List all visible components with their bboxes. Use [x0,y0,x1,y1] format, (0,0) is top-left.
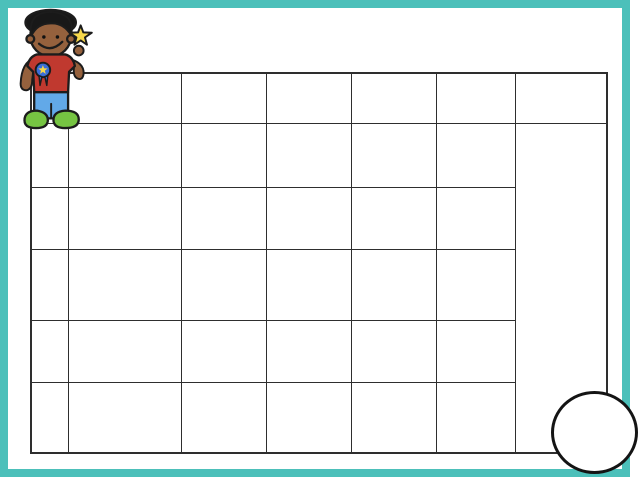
day3-sensory-cell [182,250,267,321]
day2-label-cell [32,188,69,250]
header-snacks [437,74,516,124]
day5-snacks-cell [437,383,516,452]
boy-shirt [27,54,74,92]
page-title [110,12,620,64]
day5-label-cell [32,383,69,452]
day1-label-cell [32,124,69,188]
boy-ear-left [26,35,34,43]
day4-sensory-cell [182,321,267,383]
day2-gross-motor-cell [352,188,437,250]
boy-clipart [7,6,104,130]
day5-sensory-cell [182,383,267,452]
boy-shoe-left [25,111,48,128]
day4-fine-motor-cell [267,321,352,383]
day4-label-cell [32,321,69,383]
day5-gross-motor-cell [352,383,437,452]
day3-label-cell [32,250,69,321]
day1-gross-motor-cell [352,124,437,188]
day4-snacks-cell [437,321,516,383]
day2-sensory-cell [182,188,267,250]
day3-fine-motor-cell [267,250,352,321]
header-fine-motor [267,74,352,124]
boy-eye-left [42,35,45,38]
header-extra [516,74,606,124]
day2-books-cell [69,188,182,250]
day4-gross-motor-cell [352,321,437,383]
day1-snacks-cell [437,124,516,188]
header-gross-motor [352,74,437,124]
boy-eye-right [56,35,59,38]
day2-snacks-cell [437,188,516,250]
iteach-logo-badge [551,391,638,474]
theme-planner-table [30,72,608,454]
day1-sensory-cell [182,124,267,188]
header-sensory-bins [182,74,267,124]
day1-fine-motor-cell [267,124,352,188]
day4-books-cell [69,321,182,383]
day3-gross-motor-cell [352,250,437,321]
day2-fine-motor-cell [267,188,352,250]
day3-snacks-cell [437,250,516,321]
day1-books-cell [69,124,182,188]
day3-books-cell [69,250,182,321]
boy-hand-right [74,46,84,56]
boy-shoe-right [53,111,78,128]
day5-books-cell [69,383,182,452]
day5-fine-motor-cell [267,383,352,452]
